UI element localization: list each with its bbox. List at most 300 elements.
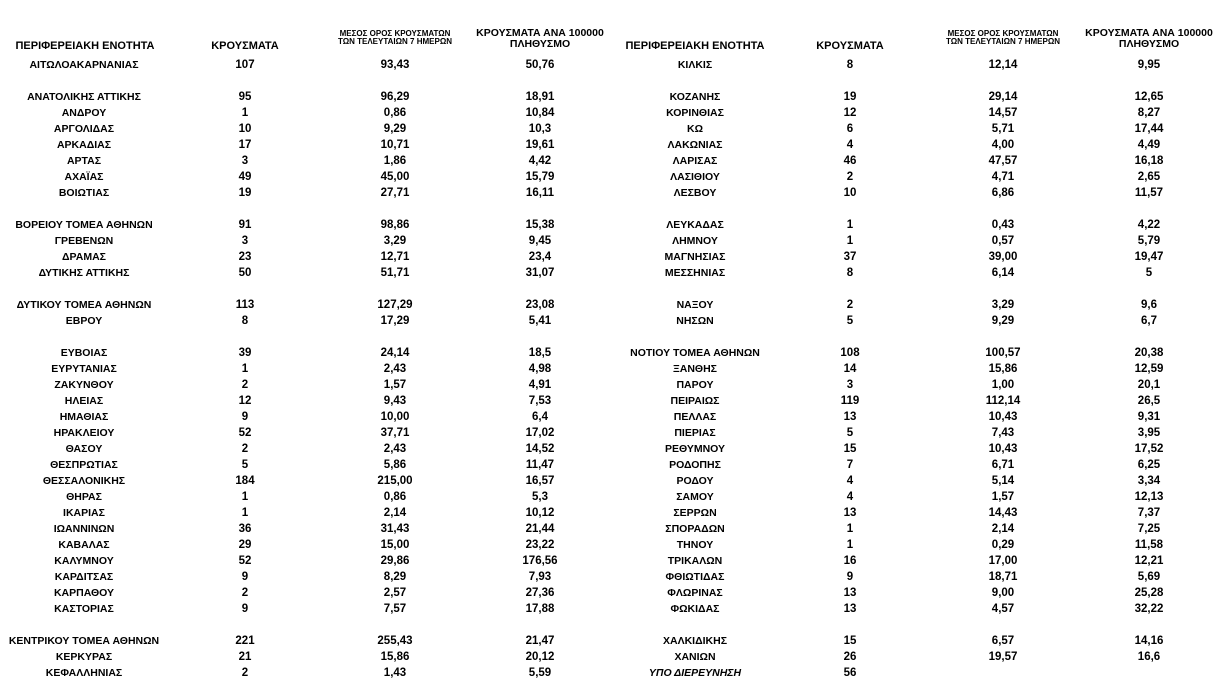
cell-per-100k: 16,57 <box>525 475 555 487</box>
cell-per-100k: 20,12 <box>525 651 555 663</box>
cell-per-100k: 11,47 <box>525 459 555 471</box>
table-row <box>0 553 618 569</box>
header-per100k-line2: ΠΛΗΘΥΣΜΟ <box>509 38 571 51</box>
cell-avg-7days: 6,14 <box>991 267 1015 279</box>
cell-avg-7days: 39,00 <box>988 251 1018 263</box>
cell-cases: 3 <box>241 155 249 167</box>
cell-region: ΦΛΩΡΙΝΑΣ <box>667 587 723 599</box>
cell-region: ΣΕΡΡΩΝ <box>673 507 717 519</box>
cell-region: ΠΑΡΟΥ <box>676 379 714 391</box>
cell-per-100k: 4,98 <box>528 363 552 375</box>
cell-per-100k: 5,79 <box>1137 235 1161 247</box>
cell-cases: 29 <box>238 539 252 551</box>
header-avg-line1-right: ΜΕΣΟΣ ΟΡΟΣ ΚΡΟΥΣΜΑΤΩΝ <box>947 29 1059 38</box>
cell-per-100k: 23,08 <box>525 299 555 311</box>
cell-cases: 1 <box>241 107 249 119</box>
table-row <box>618 361 1222 377</box>
cell-region: ΛΑΡΙΣΑΣ <box>672 155 718 167</box>
cell-cases: 221 <box>235 635 255 647</box>
cell-cases: 13 <box>843 507 857 519</box>
cell-region: ΗΛΕΙΑΣ <box>64 395 104 407</box>
cell-region: ΚΑΛΥΜΝΟΥ <box>54 555 114 567</box>
header-avg-line1: ΜΕΣΟΣ ΟΡΟΣ ΚΡΟΥΣΜΑΤΩΝ <box>339 29 451 38</box>
cell-cases: 4 <box>846 139 854 151</box>
cell-per-100k: 16,18 <box>1134 155 1164 167</box>
table-row <box>0 313 618 329</box>
cell-region: ΑΡΚΑΔΙΑΣ <box>56 139 112 151</box>
cell-avg-7days: 29,86 <box>380 555 410 567</box>
cell-cases: 1 <box>241 363 249 375</box>
cell-cases: 119 <box>840 395 860 407</box>
cell-avg-7days: 96,29 <box>380 91 410 103</box>
cell-region: ΔΥΤΙΚΟΥ ΤΟΜΕΑ ΑΘΗΝΩΝ <box>16 299 152 311</box>
cell-avg-7days: 14,43 <box>988 507 1018 519</box>
table-row <box>0 665 618 681</box>
cell-per-100k: 10,3 <box>528 123 552 135</box>
cell-region: ΘΕΣΠΡΩΤΙΑΣ <box>50 459 118 471</box>
cell-avg-7days: 98,86 <box>380 219 410 231</box>
cell-avg-7days: 10,00 <box>380 411 410 423</box>
cell-avg-7days: 15,00 <box>380 539 410 551</box>
cell-avg-7days: 0,86 <box>383 491 407 503</box>
table-row <box>618 153 1222 169</box>
cell-region: ΥΠΟ ΔΙΕΡΕΥΝΗΣΗ <box>648 667 742 679</box>
cell-avg-7days: 9,43 <box>383 395 407 407</box>
cell-per-100k: 23,22 <box>525 539 555 551</box>
cell-avg-7days: 17,00 <box>988 555 1018 567</box>
table-row <box>618 377 1222 393</box>
cell-cases: 37 <box>843 251 857 263</box>
cell-cases: 8 <box>846 59 854 71</box>
cell-per-100k: 9,45 <box>528 235 552 247</box>
cell-avg-7days: 6,71 <box>991 459 1015 471</box>
cell-cases: 46 <box>843 155 857 167</box>
cell-per-100k: 4,42 <box>528 155 552 167</box>
header-avg-right <box>928 30 1078 47</box>
table-row <box>618 521 1222 537</box>
cell-per-100k: 17,52 <box>1134 443 1164 455</box>
cell-cases: 21 <box>238 651 252 663</box>
cell-per-100k: 25,28 <box>1134 587 1164 599</box>
cell-per-100k: 50,76 <box>525 59 555 71</box>
cell-cases: 2 <box>241 587 249 599</box>
cell-region: ΛΑΚΩΝΙΑΣ <box>667 139 723 151</box>
cell-region: ΛΕΣΒΟΥ <box>673 187 717 199</box>
table-row <box>618 233 1222 249</box>
cell-avg-7days: 6,57 <box>991 635 1015 647</box>
table-row <box>618 505 1222 521</box>
cell-cases: 2 <box>241 379 249 391</box>
cell-region: ΗΡΑΚΛΕΙΟΥ <box>53 427 115 439</box>
table-row <box>618 489 1222 505</box>
table-row <box>0 569 618 585</box>
cell-region: ΦΘΙΩΤΙΔΑΣ <box>665 571 725 583</box>
cell-cases: 36 <box>238 523 252 535</box>
header-per100k <box>465 28 615 50</box>
cell-avg-7days: 4,00 <box>991 139 1015 151</box>
cell-per-100k: 10,84 <box>525 107 555 119</box>
cell-per-100k: 15,38 <box>525 219 555 231</box>
cell-per-100k: 176,56 <box>522 555 558 567</box>
table-row <box>0 137 618 153</box>
cell-cases: 1 <box>846 235 854 247</box>
cell-region: ΒΟΡΕΙΟΥ ΤΟΜΕΑ ΑΘΗΝΩΝ <box>15 219 153 231</box>
cell-avg-7days: 9,00 <box>991 587 1015 599</box>
cell-cases: 49 <box>238 171 252 183</box>
cell-region: ΔΡΑΜΑΣ <box>62 251 106 263</box>
header-cases: ΚΡΟΥΣΜΑΤΑ <box>211 40 279 52</box>
cell-region: ΠΕΛΛΑΣ <box>673 411 717 423</box>
cell-avg-7days: 7,43 <box>991 427 1015 439</box>
cell-avg-7days: 24,14 <box>380 347 410 359</box>
cell-avg-7days: 1,57 <box>383 379 407 391</box>
table-row <box>0 153 618 169</box>
cell-per-100k: 21,47 <box>525 635 555 647</box>
cell-region: ΔΥΤΙΚΗΣ ΑΤΤΙΚΗΣ <box>38 267 130 279</box>
cell-per-100k: 16,11 <box>525 187 555 199</box>
cell-per-100k: 19,61 <box>525 139 555 151</box>
cell-region: ΑΝΔΡΟΥ <box>61 107 107 119</box>
table-row <box>618 297 1222 313</box>
cell-region: ΜΑΓΝΗΣΙΑΣ <box>664 251 726 263</box>
cell-avg-7days: 10,43 <box>988 411 1018 423</box>
cell-region: ΣΑΜΟΥ <box>676 491 714 503</box>
table-row <box>0 489 618 505</box>
cell-avg-7days: 1,57 <box>991 491 1015 503</box>
cell-per-100k: 12,59 <box>1134 363 1164 375</box>
cell-region: ΑΙΤΩΛΟΑΚΑΡΝΑΝΙΑΣ <box>29 59 139 71</box>
header-per100k-line2-right: ΠΛΗΘΥΣΜΟ <box>1118 38 1180 51</box>
cell-region: ΘΕΣΣΑΛΟΝΙΚΗΣ <box>42 475 126 487</box>
cell-cases: 95 <box>238 91 252 103</box>
table-row <box>618 665 1222 681</box>
cell-per-100k: 19,47 <box>1134 251 1164 263</box>
cell-region: ΘΑΣΟΥ <box>65 443 103 455</box>
cell-cases: 3 <box>241 235 249 247</box>
cell-cases: 2 <box>846 171 854 183</box>
header-per100k-line1: ΚΡΟΥΣΜΑΤΑ ΑΝΑ 100000 <box>476 27 604 39</box>
cell-per-100k: 5,41 <box>528 315 552 327</box>
cell-per-100k: 9,95 <box>1137 59 1161 71</box>
cell-avg-7days: 0,86 <box>383 107 407 119</box>
cell-per-100k: 10,12 <box>525 507 555 519</box>
cell-avg-7days: 1,43 <box>383 667 407 679</box>
table-row <box>618 569 1222 585</box>
cell-avg-7days: 6,86 <box>991 187 1015 199</box>
cell-cases: 19 <box>843 91 857 103</box>
cell-region: ΚΑΣΤΟΡΙΑΣ <box>54 603 114 615</box>
cell-region: ΤΗΝΟΥ <box>676 539 714 551</box>
cell-cases: 15 <box>843 443 857 455</box>
cell-avg-7days: 7,57 <box>383 603 407 615</box>
cell-cases: 2 <box>241 667 249 679</box>
cell-cases: 26 <box>843 651 857 663</box>
table-row <box>618 553 1222 569</box>
cell-cases: 107 <box>235 59 255 71</box>
cell-region: ΕΒΡΟΥ <box>65 315 103 327</box>
cell-per-100k: 23,4 <box>528 251 552 263</box>
cell-cases: 4 <box>846 475 854 487</box>
cell-cases: 19 <box>238 187 252 199</box>
table-row <box>618 537 1222 553</box>
table-row <box>618 313 1222 329</box>
cell-region: ΚΟΡΙΝΘΙΑΣ <box>666 107 724 119</box>
table-row <box>0 249 618 265</box>
cell-region: ΚΑΡΠΑΘΟΥ <box>53 587 115 599</box>
table-row <box>618 649 1222 665</box>
cell-avg-7days: 51,71 <box>380 267 410 279</box>
cell-avg-7days: 5,14 <box>991 475 1015 487</box>
cell-per-100k: 31,07 <box>525 267 555 279</box>
cell-avg-7days: 1,86 <box>383 155 407 167</box>
table-row <box>0 473 618 489</box>
cell-per-100k: 11,57 <box>1134 187 1164 199</box>
cell-per-100k: 5,59 <box>528 667 552 679</box>
table-row <box>618 105 1222 121</box>
table-row <box>0 393 618 409</box>
cell-per-100k: 12,13 <box>1134 491 1164 503</box>
cell-cases: 56 <box>843 667 857 679</box>
cell-avg-7days: 255,43 <box>377 635 413 647</box>
cell-region: ΚΕΝΤΡΙΚΟΥ ΤΟΜΕΑ ΑΘΗΝΩΝ <box>8 635 160 647</box>
cell-region: ΝΑΞΟΥ <box>676 299 714 311</box>
cell-avg-7days: 9,29 <box>383 123 407 135</box>
cell-per-100k: 14,52 <box>525 443 555 455</box>
cell-region: ΡΕΘΥΜΝΟΥ <box>664 443 726 455</box>
cell-cases: 50 <box>238 267 252 279</box>
cell-region: ΙΩΑΝΝΙΝΩΝ <box>53 523 115 535</box>
cell-cases: 7 <box>846 459 854 471</box>
cell-region: ΑΡΤΑΣ <box>66 155 102 167</box>
cell-avg-7days: 19,57 <box>988 651 1018 663</box>
table-row <box>0 265 618 281</box>
cell-region: ΖΑΚΥΝΘΟΥ <box>54 379 114 391</box>
cell-per-100k: 18,5 <box>528 347 552 359</box>
cell-avg-7days: 8,29 <box>383 571 407 583</box>
cell-per-100k: 9,6 <box>1141 299 1157 311</box>
cell-region: ΚΩ <box>686 123 703 135</box>
cell-region: ΕΥΡΥΤΑΝΙΑΣ <box>51 363 117 375</box>
cell-per-100k: 6,7 <box>1141 315 1157 327</box>
cell-cases: 2 <box>241 443 249 455</box>
cell-cases: 184 <box>235 475 255 487</box>
cell-avg-7days: 93,43 <box>380 59 410 71</box>
cell-avg-7days: 9,29 <box>991 315 1015 327</box>
cell-per-100k: 7,25 <box>1137 523 1161 535</box>
table-row <box>0 105 618 121</box>
right-table <box>618 0 1222 681</box>
table-row <box>618 185 1222 201</box>
cell-per-100k: 32,22 <box>1134 603 1164 615</box>
table-row <box>618 601 1222 617</box>
table-row <box>618 249 1222 265</box>
table-row <box>0 521 618 537</box>
table-row <box>0 361 618 377</box>
cell-avg-7days: 15,86 <box>988 363 1018 375</box>
cell-per-100k: 17,88 <box>525 603 555 615</box>
cell-region: ΣΠΟΡΑΔΩΝ <box>665 523 725 535</box>
cell-per-100k: 6,25 <box>1137 459 1161 471</box>
cell-avg-7days: 12,14 <box>988 59 1018 71</box>
cell-avg-7days: 112,14 <box>985 395 1021 407</box>
cell-avg-7days: 15,86 <box>380 651 410 663</box>
cell-cases: 39 <box>238 347 252 359</box>
cell-cases: 13 <box>843 587 857 599</box>
cell-per-100k: 11,58 <box>1134 539 1164 551</box>
cell-cases: 15 <box>843 635 857 647</box>
cell-cases: 1 <box>846 539 854 551</box>
cell-region: ΚΕΡΚΥΡΑΣ <box>55 651 113 663</box>
cell-avg-7days: 127,29 <box>377 299 413 311</box>
table-row <box>0 121 618 137</box>
table-row <box>0 233 618 249</box>
table-row <box>0 633 618 649</box>
table-row <box>0 377 618 393</box>
cell-cases: 4 <box>846 491 854 503</box>
cell-avg-7days: 2,43 <box>383 443 407 455</box>
cell-avg-7days: 5,71 <box>991 123 1015 135</box>
cell-per-100k: 8,27 <box>1137 107 1161 119</box>
cell-per-100k: 20,38 <box>1134 347 1164 359</box>
table-row <box>0 297 618 313</box>
table-row <box>0 425 618 441</box>
cell-cases: 8 <box>846 267 854 279</box>
cell-avg-7days: 1,00 <box>991 379 1015 391</box>
cell-cases: 9 <box>846 571 854 583</box>
cell-region: ΠΕΙΡΑΙΩΣ <box>670 395 720 407</box>
cell-per-100k: 14,16 <box>1134 635 1164 647</box>
table-row <box>0 345 618 361</box>
cell-avg-7days: 37,71 <box>380 427 410 439</box>
header-avg-line2-right: ΤΩΝ ΤΕΛΕΥΤΑΙΩΝ 7 ΗΜΕΡΩΝ <box>945 37 1061 47</box>
cell-avg-7days: 2,57 <box>383 587 407 599</box>
cell-cases: 5 <box>846 315 854 327</box>
cell-cases: 91 <box>238 219 252 231</box>
cell-avg-7days: 2,14 <box>383 507 407 519</box>
header-per100k-line1-right: ΚΡΟΥΣΜΑΤΑ ΑΝΑ 100000 <box>1085 27 1213 39</box>
cell-region: ΤΡΙΚΑΛΩΝ <box>667 555 723 567</box>
cell-per-100k: 7,93 <box>528 571 552 583</box>
cell-avg-7days: 4,71 <box>991 171 1015 183</box>
cell-region: ΚΕΦΑΛΛΗΝΙΑΣ <box>45 667 123 679</box>
cell-cases: 9 <box>241 603 249 615</box>
cell-region: ΛΗΜΝΟΥ <box>672 235 718 247</box>
table-row <box>618 585 1222 601</box>
cell-avg-7days: 18,71 <box>988 571 1018 583</box>
cell-region: ΑΝΑΤΟΛΙΚΗΣ ΑΤΤΙΚΗΣ <box>27 91 141 103</box>
cell-per-100k: 20,1 <box>1137 379 1161 391</box>
table-row <box>0 585 618 601</box>
table-row <box>0 169 618 185</box>
cell-per-100k: 12,65 <box>1134 91 1164 103</box>
cell-per-100k: 17,44 <box>1134 123 1164 135</box>
cell-cases: 2 <box>846 299 854 311</box>
table-row <box>618 57 1222 73</box>
header-region: ΠΕΡΙΦΕΡΕΙΑΚΗ ΕΝΟΤΗΤΑ <box>15 40 155 52</box>
cell-avg-7days: 47,57 <box>988 155 1018 167</box>
cell-avg-7days: 17,29 <box>380 315 410 327</box>
cell-per-100k: 4,49 <box>1137 139 1161 151</box>
cell-region: ΗΜΑΘΙΑΣ <box>59 411 109 423</box>
cell-region: ΠΙΕΡΙΑΣ <box>674 427 716 439</box>
cell-per-100k: 5 <box>1145 267 1153 279</box>
cell-avg-7days: 100,57 <box>985 347 1021 359</box>
cell-cases: 5 <box>846 427 854 439</box>
cell-region: ΑΧΑΪΑΣ <box>64 171 104 183</box>
cell-avg-7days: 3,29 <box>991 299 1015 311</box>
cell-avg-7days: 10,71 <box>380 139 410 151</box>
cell-region: ΘΗΡΑΣ <box>66 491 102 503</box>
cell-cases: 52 <box>238 555 252 567</box>
cell-avg-7days: 27,71 <box>380 187 410 199</box>
cell-region: ΧΑΛΚΙΔΙΚΗΣ <box>662 635 728 647</box>
cell-per-100k: 18,91 <box>525 91 555 103</box>
cell-region: ΚΙΛΚΙΣ <box>677 59 713 71</box>
cell-cases: 1 <box>241 491 249 503</box>
cell-region: ΧΑΝΙΩΝ <box>674 651 716 663</box>
cell-region: ΝΟΤΙΟΥ ΤΟΜΕΑ ΑΘΗΝΩΝ <box>630 347 760 359</box>
header-cases-right: ΚΡΟΥΣΜΑΤΑ <box>816 40 884 52</box>
cell-avg-7days: 12,71 <box>380 251 410 263</box>
header-region-right: ΠΕΡΙΦΕΡΕΙΑΚΗ ΕΝΟΤΗΤΑ <box>625 40 765 52</box>
cell-region: ΙΚΑΡΙΑΣ <box>63 507 105 519</box>
cell-per-100k: 4,91 <box>528 379 552 391</box>
table-row <box>618 89 1222 105</box>
table-row <box>0 537 618 553</box>
table-row <box>618 457 1222 473</box>
table-row <box>0 457 618 473</box>
table-row <box>618 137 1222 153</box>
table-row <box>618 393 1222 409</box>
cell-cases: 12 <box>238 395 252 407</box>
cell-avg-7days: 0,57 <box>991 235 1015 247</box>
cell-avg-7days: 215,00 <box>377 475 413 487</box>
table-row <box>0 601 618 617</box>
cell-avg-7days: 10,43 <box>988 443 1018 455</box>
table-row <box>618 425 1222 441</box>
cell-per-100k: 5,69 <box>1137 571 1161 583</box>
cell-region: ΚΑΒΑΛΑΣ <box>58 539 110 551</box>
cell-avg-7days: 0,43 <box>991 219 1015 231</box>
cell-per-100k: 16,6 <box>1137 651 1161 663</box>
table-row <box>618 473 1222 489</box>
cell-per-100k: 26,5 <box>1137 395 1161 407</box>
cell-avg-7days: 14,57 <box>988 107 1018 119</box>
table-row <box>0 649 618 665</box>
table-row <box>0 217 618 233</box>
table-row <box>618 633 1222 649</box>
cell-avg-7days: 31,43 <box>380 523 410 535</box>
cell-avg-7days: 5,86 <box>383 459 407 471</box>
cell-cases: 14 <box>843 363 857 375</box>
cell-per-100k: 2,65 <box>1137 171 1161 183</box>
table-row <box>618 441 1222 457</box>
cell-cases: 13 <box>843 411 857 423</box>
cell-per-100k: 3,95 <box>1137 427 1161 439</box>
cell-cases: 12 <box>843 107 857 119</box>
cell-region: ΞΑΝΘΗΣ <box>673 363 717 375</box>
cell-region: ΜΕΣΣΗΝΙΑΣ <box>664 267 726 279</box>
cell-avg-7days: 4,57 <box>991 603 1015 615</box>
cell-cases: 8 <box>241 315 249 327</box>
cell-cases: 23 <box>238 251 252 263</box>
cell-region: ΚΟΖΑΝΗΣ <box>669 91 721 103</box>
cell-per-100k: 7,53 <box>528 395 552 407</box>
cell-avg-7days: 3,29 <box>383 235 407 247</box>
cell-avg-7days: 2,43 <box>383 363 407 375</box>
cell-cases: 113 <box>235 299 255 311</box>
cell-region: ΡΟΔΟΥ <box>676 475 714 487</box>
